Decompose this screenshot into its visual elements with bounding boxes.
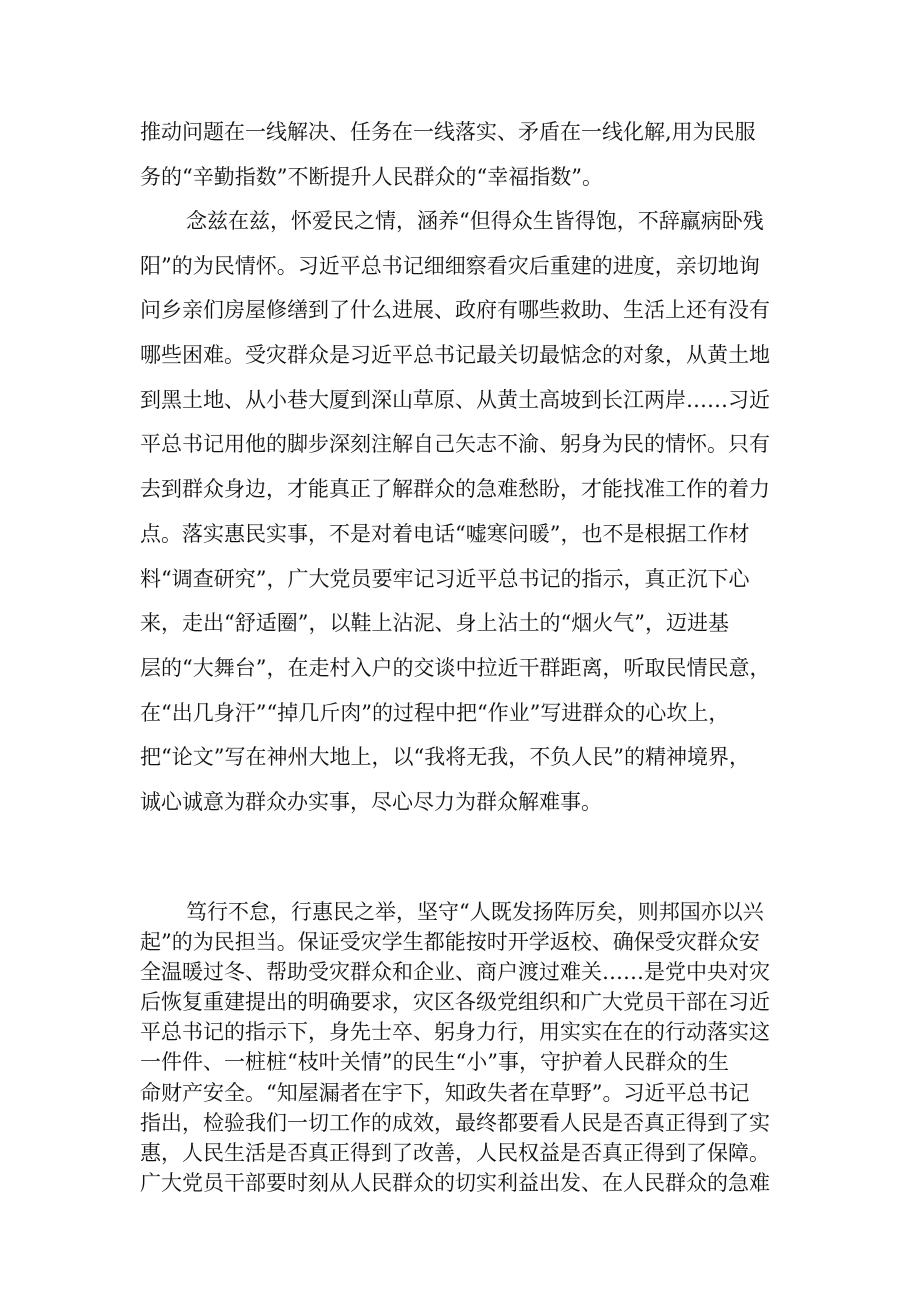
paragraph-1 [140,110,790,199]
paragraph-line: 把“论文”写在神州大地上，以“我将无我，不负人民”的精神境界， [140,745,750,770]
paragraph-line: 广大党员干部要时刻从人民群众的切实利益出发、在人民群众的急难 [140,1170,770,1195]
paragraph-line: 推动问题在一线解决、任务在一线落实、矛盾在一线化解,用为民服 [140,120,756,144]
paragraph-line: 问乡亲们房屋修缮到了什么进展、政府有哪些救助、生活上还有没有 [140,298,770,323]
paragraph-line: 后恢复重建提出的明确要求，灾区各级党组织和广大党员干部在习近 [140,990,770,1015]
paragraph-line: 笃行不怠，行惠民之举，坚守“人既发扬阵厉矣，则邦国亦以兴 [186,900,764,924]
paragraph-line: 一件件、一桩桩“枝叶关情”的民生“小”事，守护着人民群众的生 [140,1050,729,1075]
paragraph-line: 点。落实惠民实事，不是对着电话“嘘寒问暖”，也不是根据工作材 [140,521,750,546]
paragraph-3 [140,897,790,1198]
paragraph-line: 在“出几身汗”“掉几斤肉”的过程中把“作业”写进群众的心坎上， [140,700,730,725]
paragraph-line: 命财产安全。“知屋漏者在宇下，知政失者在草野”。习近平总书记 [140,1080,750,1105]
paragraph-line: 哪些困难。受灾群众是习近平总书记最关切最惦念的对象，从黄土地 [140,343,770,368]
paragraph-line: 去到群众身边，才能真正了解群众的急难愁盼，才能找准工作的着力 [140,477,770,502]
paragraph-line: 到黑土地、从小巷大厦到深山草原、从黄土高坡到长江两岸……习近 [140,387,770,412]
paragraph-line: 料“调查研究”，广大党员要牢记习近平总书记的指示，真正沉下心 [140,566,750,591]
paragraph-line: 阳”的为民情怀。习近平总书记细细察看灾后重建的进度，亲切地询 [140,253,760,278]
paragraph-line: 惠，人民生活是否真正得到了改善，人民权益是否真正得到了保障。 [140,1140,770,1165]
paragraph-line: 平总书记用他的脚步深刻注解自己矢志不渝、躬身为民的情怀。只有 [140,432,770,457]
paragraph-line: 指出，检验我们一切工作的成效，最终都要看人民是否真正得到了实 [140,1110,770,1135]
paragraph-line: 诚心诚意为群众办实事，尽心尽力为群众解难事。 [140,789,602,814]
paragraph-2 [140,199,790,825]
paragraph-line: 平总书记的指示下，身先士卒、躬身力行，用实实在在的行动落实这 [140,1020,770,1045]
paragraph-line: 念兹在兹，怀爱民之情，涵养“但得众生皆得饱，不辞羸病卧残 [186,209,764,233]
paragraph-line: 层的“大舞台”，在走村入户的交谈中拉近干群距离，听取民情民意， [140,655,771,680]
paragraph-line: 来，走出“舒适圈”，以鞋上沾泥、身上沾土的“烟火气”，迈进基 [140,611,729,636]
paragraph-line: 全温暖过冬、帮助受灾群众和企业、商户渡过难关……是党中央对灾 [140,960,770,985]
paragraph-line: 起”的为民担当。保证受灾学生都能按时开学返校、确保受灾群众安 [140,930,760,955]
paragraph-line: 务的“辛勤指数”不断提升人民群众的“幸福指数”。 [140,164,603,189]
